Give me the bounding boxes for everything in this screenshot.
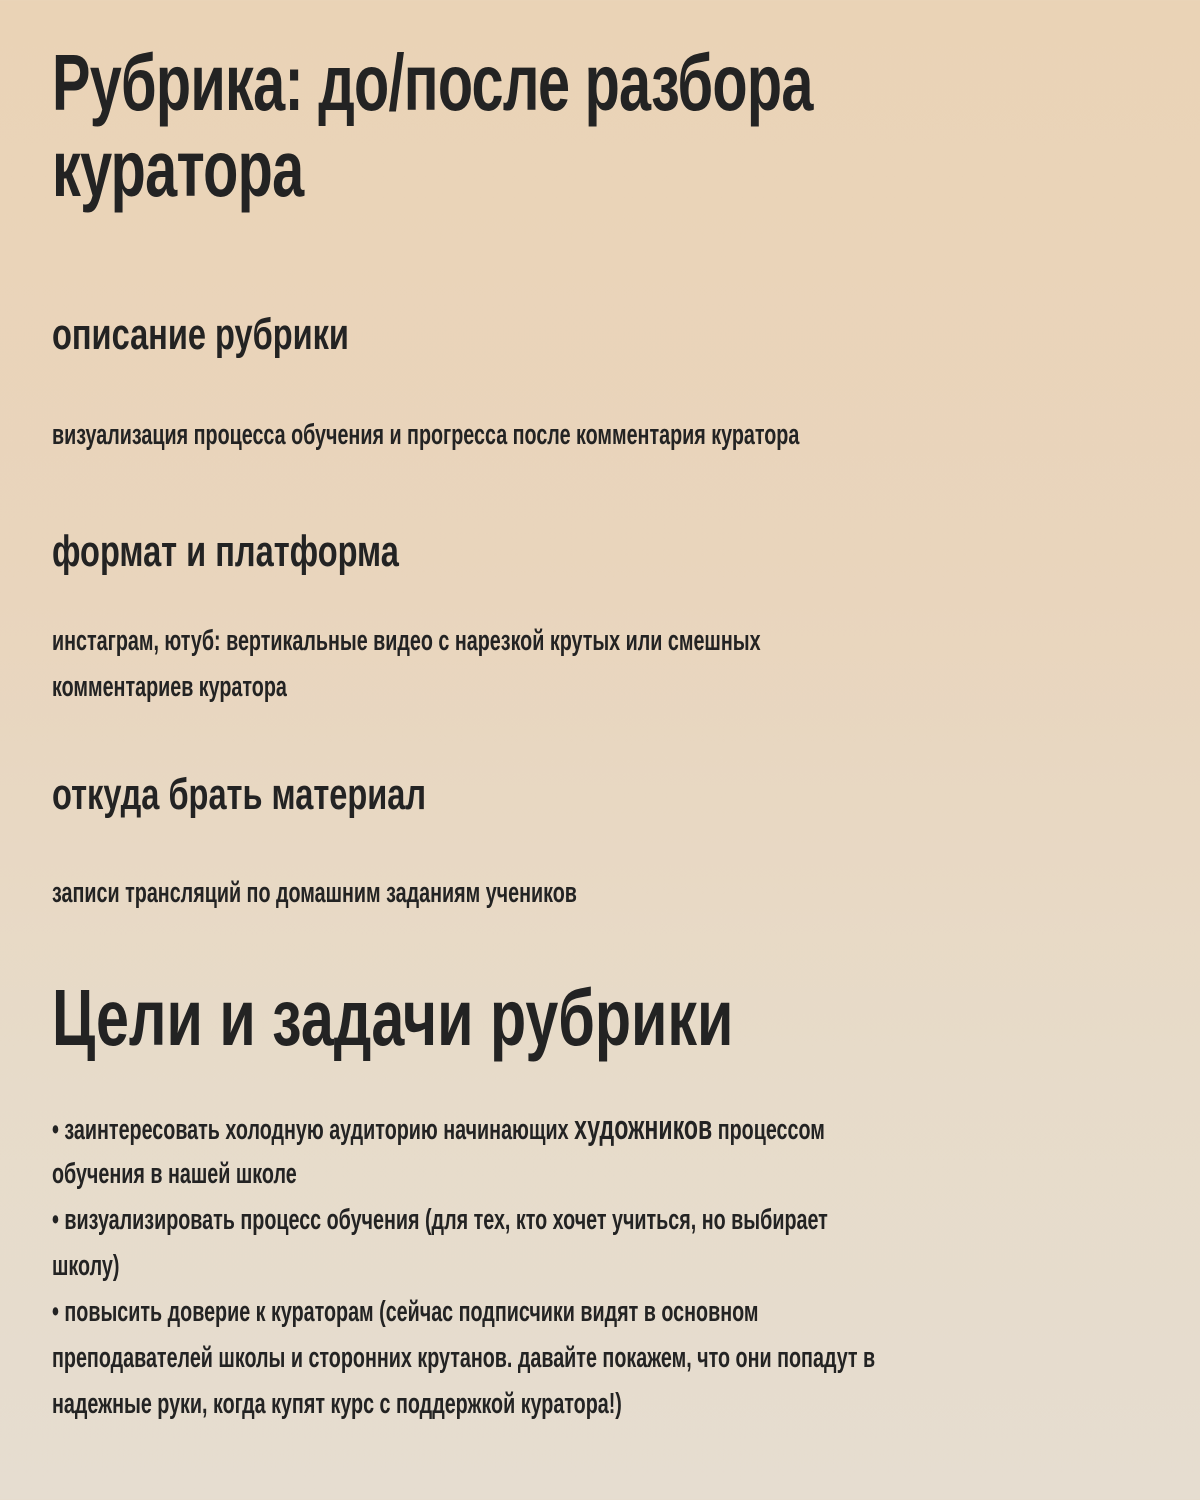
goal-3-line-2: преподавателей школы и сторонних крутанов. давайте покажем, что они попадут в bbox=[52, 1342, 876, 1374]
goals-list bbox=[52, 1105, 1200, 1427]
description-heading-text: описание рубрики bbox=[52, 310, 349, 359]
goals-heading-text: Цели и задачи рубрики bbox=[52, 973, 734, 1062]
description-text bbox=[52, 412, 1151, 458]
source-heading-text: откуда брать материал bbox=[52, 770, 427, 819]
goal-item-1 bbox=[52, 1105, 1200, 1151]
page-title-line-2: куратора bbox=[52, 124, 304, 213]
format-heading bbox=[52, 527, 521, 577]
format-text-line-2: комментариев куратора bbox=[52, 671, 287, 703]
goal-item-3 bbox=[52, 1289, 1200, 1335]
format-text-line-1: инстаграм, ютуб: вертикальные видео с нарезкой крутых или смешных bbox=[52, 625, 761, 657]
goal-item-2 bbox=[52, 1197, 1200, 1243]
format-text bbox=[52, 618, 1094, 710]
goal-2-line-1: • визуализировать процесс обучения (для тех, кто хочет учиться, но выбирает bbox=[52, 1204, 828, 1236]
goal-3-line-1: • повысить доверие к кураторам (сейчас подписчики видят в основном bbox=[52, 1296, 759, 1328]
goal-3-line-3: надежные руки, когда купят курс с поддержкой куратора!) bbox=[52, 1388, 622, 1420]
goal-1-line-2: обучения в нашей школе bbox=[52, 1158, 297, 1190]
goal-1-accent: художников bbox=[574, 1109, 713, 1147]
goal-1-line-1 bbox=[52, 1105, 825, 1153]
goal-1-pre: • заинтересовать холодную аудиторию начинающих bbox=[52, 1114, 569, 1146]
source-text bbox=[52, 870, 824, 916]
description-heading bbox=[52, 310, 453, 360]
format-heading-text: формат и платформа bbox=[52, 527, 399, 576]
source-heading bbox=[52, 770, 558, 820]
description-text-line: визуализация процесса обучения и прогресса после комментария куратора bbox=[52, 419, 800, 451]
goal-1-post: процессом bbox=[717, 1114, 825, 1146]
goals-heading bbox=[52, 975, 973, 1061]
page-title bbox=[52, 40, 1108, 212]
page-title-line-1: Рубрика: до/после разбора bbox=[52, 38, 813, 127]
goal-2-line-2: школу) bbox=[52, 1250, 120, 1282]
source-text-line: записи трансляций по домашним заданиям учеников bbox=[52, 877, 577, 909]
